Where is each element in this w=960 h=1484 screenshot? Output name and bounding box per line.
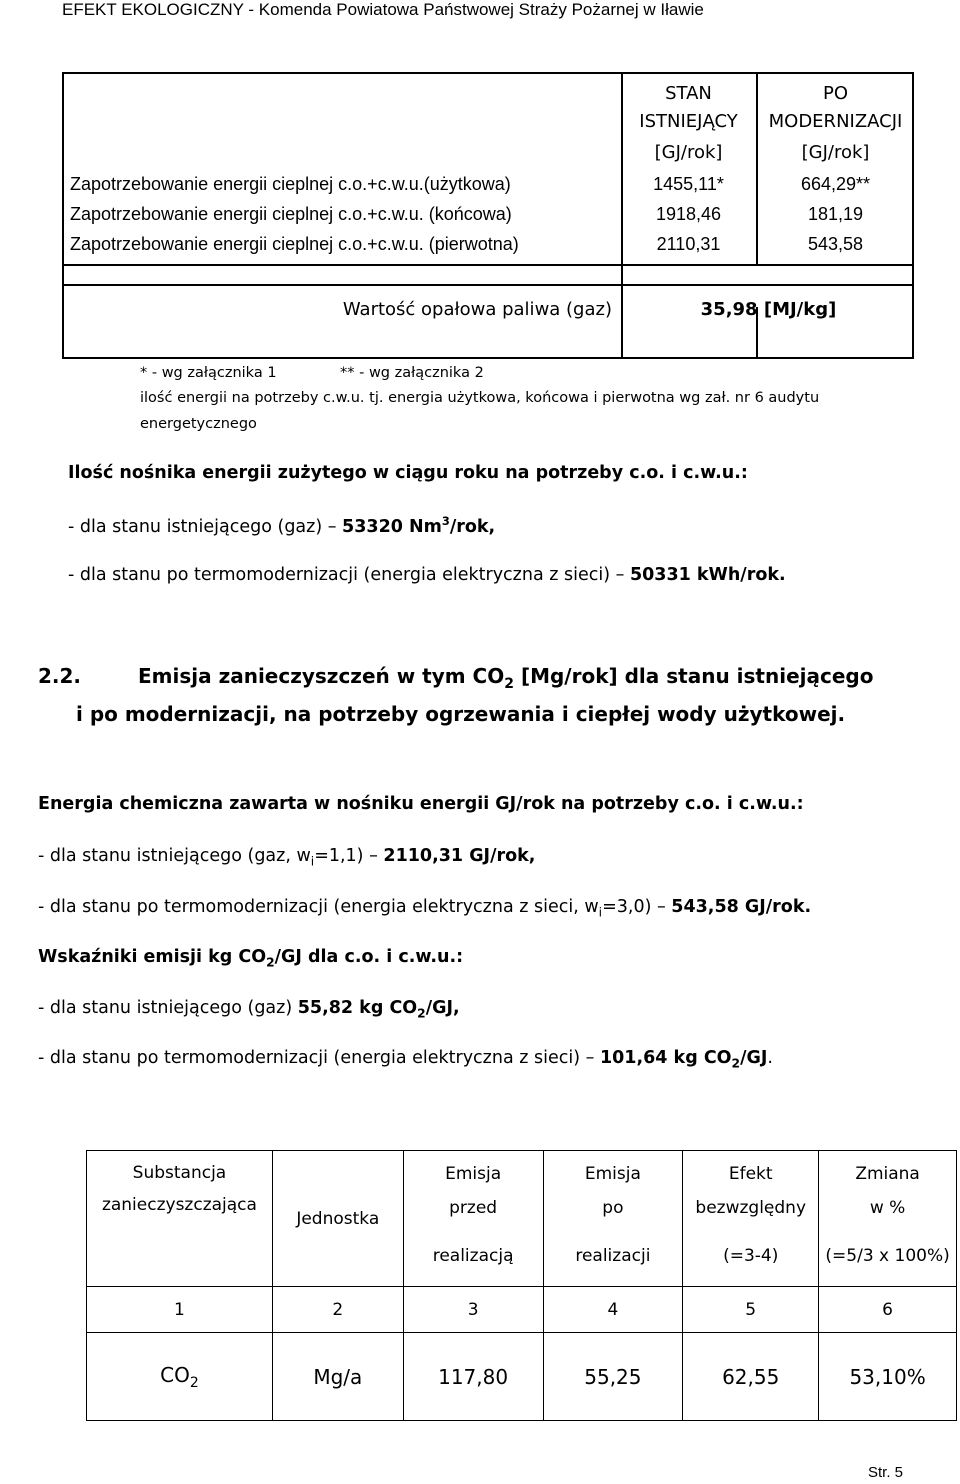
- header-emission-after: Emisja po realizacji: [543, 1151, 683, 1287]
- chem-heading: Energia chemiczna zawarta w nośniku energii GJ/rok na potrzeby c.o. i c.w.u.:: [38, 794, 804, 814]
- col-header-after-2: MODERNIZACJI: [768, 111, 903, 132]
- note-appendix-2: ** - wg załącznika 2: [340, 365, 484, 381]
- header-substance: Substancja zanieczyszczająca: [87, 1151, 273, 1287]
- header-change: Zmiana w % (=5/3 x 100%): [819, 1151, 957, 1287]
- unit-after: [GJ/rok]: [801, 142, 870, 163]
- chem-existing: - dla stanu istniejącego (gaz, $w_i=1,1) - 2110,31$ GJ/rok,: [38, 846, 536, 869]
- col-header-existing-2: ISTNIEJĄCY: [639, 111, 738, 132]
- cell-after: 55,25: [543, 1333, 683, 1421]
- section-title: Emisja zanieczyszczeń w tym $CO_2$ [Mg/rok] dla stanu istniejącego: [138, 664, 874, 692]
- unit-existing: [GJ/rok]: [654, 142, 723, 163]
- cell-substance: $CO_2$: [87, 1333, 273, 1421]
- cell-before: 117,80: [403, 1333, 543, 1421]
- factor-existing: - dla stanu istniejącego (gaz) 55,82 kg $CO_2/GJ$,: [38, 998, 460, 1021]
- cell-unit: Mg/a: [272, 1333, 403, 1421]
- fuel-calorific-label: Wartość opałowa paliwa (gaz): [342, 299, 612, 320]
- fuel-calorific-value: 35,98 [MJ/kg]: [700, 299, 837, 320]
- cell-effect: 62,55: [683, 1333, 819, 1421]
- value-final-existing: 1918,46: [655, 204, 722, 224]
- page-number: Str. 5: [868, 1464, 904, 1481]
- value-primary-after: 543,58: [807, 234, 864, 254]
- cell-change: 53,10%: [819, 1333, 957, 1421]
- page-header: EFEKT EKOLOGICZNY - Komenda Powiatowa Państwowej Straży Pożarnej w Iławie: [62, 0, 704, 19]
- header-emission-before: Emisja przed realizacją: [403, 1151, 543, 1287]
- section-number: 2.2.: [38, 664, 82, 688]
- row-label-useful: Zapotrzebowanie energii cieplnej c.o.+c.w.u.(użytkowa): [70, 174, 511, 194]
- header-effect: Efekt bezwzględny (=3-4): [683, 1151, 819, 1287]
- carrier-existing: - dla stanu istniejącego (gaz) – 53320 Nm$^3$/rok,: [68, 514, 496, 537]
- value-useful-existing: 1455,11*: [653, 174, 724, 194]
- value-final-after: 181,19: [807, 204, 864, 224]
- carrier-after: - dla stanu po termomodernizacji (energia elektryczna z sieci) – 50331 kWh/rok.: [68, 565, 786, 585]
- table-row: [87, 1333, 957, 1421]
- note-energy-line: ilość energii na potrzeby c.w.u. tj. energia użytkowa, końcowa i pierwotna wg zał. nr 6 audytu: [140, 390, 820, 406]
- factors-heading: Wskaźniki emisji kg $CO_2/GJ$ dla c.o. i c.w.u.:: [38, 947, 464, 970]
- col-header-after-1: PO: [822, 83, 849, 104]
- row-label-primary: Zapotrzebowanie energii cieplnej c.o.+c.w.u. (pierwotna): [70, 234, 519, 254]
- row-label-final: Zapotrzebowanie energii cieplnej c.o.+c.w.u. (końcowa): [70, 204, 512, 224]
- carrier-heading: Ilość nośnika energii zużytego w ciągu roku na potrzeby c.o. i c.w.u.:: [68, 463, 748, 483]
- chem-after: - dla stanu po termomodernizacji (energia elektryczna z sieci, $w_i=3,0) - 543,58$ GJ/rok.: [38, 897, 812, 920]
- header-unit: Jednostka: [272, 1151, 403, 1287]
- factor-after: - dla stanu po termomodernizacji (energia elektryczna z sieci) – 101,64 kg $CO_2/GJ$.: [38, 1048, 773, 1071]
- value-primary-existing: 2110,31: [656, 234, 721, 254]
- col-header-existing-1: STAN: [665, 83, 712, 104]
- value-useful-after: 664,29**: [800, 174, 871, 194]
- note-appendix-1: * - wg załącznika 1: [140, 365, 277, 381]
- energy-demand-table: [62, 72, 914, 359]
- column-number-row: 1 2 3 4 5 6: [87, 1287, 957, 1333]
- section-title-line2: i po modernizacji, na potrzeby ogrzewania i ciepłej wody użytkowej.: [76, 702, 846, 726]
- emission-table: [86, 1150, 957, 1420]
- note-energy-line-cont: energetycznego: [140, 416, 257, 432]
